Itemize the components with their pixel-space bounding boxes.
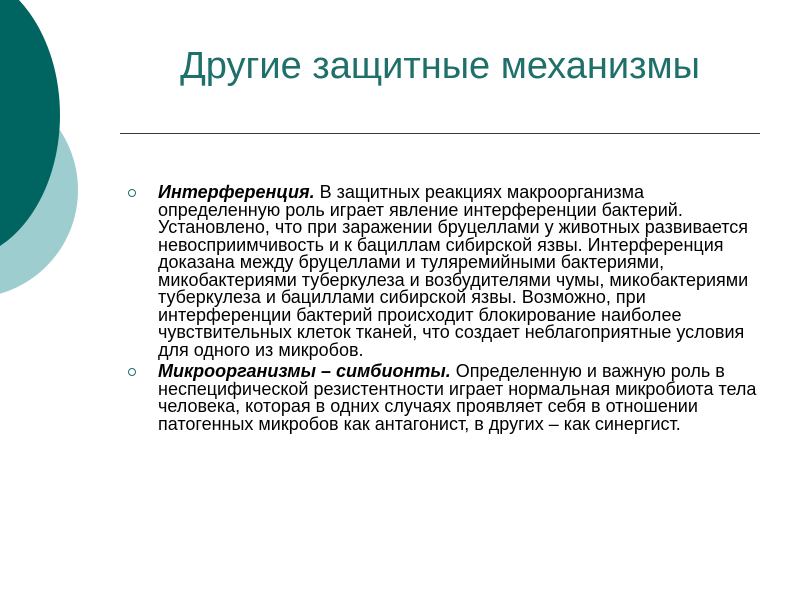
slide-title: Другие защитные механизмы <box>180 45 700 87</box>
bullet-text-symbionts: Определенную и важную роль в неспецифической резистентности играет нормальная микробиота тела человека, которая в одних случаях проявляет себя в отношении патогенных микробов как антагонист, в других – как синергист. <box>158 361 757 434</box>
hollow-circle-bullet-icon <box>128 368 136 376</box>
bullet-text-interference: В защитных реакциях макроорганизма определенную роль играет явление интерференции бактерий. Установлено, что при заражении бруцеллами у животных развивается невосприимчивость и к бациллам сибирской язвы. Интерференция доказана между бруцеллами и туляремийными бактериями, микобактериями туберкулеза и возбудителями чумы, микобактериями туберкулеза и бациллами сибирской язвы. Возможно, при интерференции бактерий происходит блокирование наиболее чувствительных клеток тканей, что создает неблагоприятные условия для одного из микробов. <box>158 182 749 360</box>
hollow-circle-bullet-icon <box>128 189 136 197</box>
bullet-item-symbionts <box>158 363 766 433</box>
bullet-lead-symbionts: Микроорганизмы – симбионты. <box>158 361 451 381</box>
slide-body <box>158 184 766 437</box>
title-divider <box>120 133 760 134</box>
bullet-item-interference <box>158 184 766 359</box>
bullet-lead-interference: Интерференция. <box>158 182 315 202</box>
